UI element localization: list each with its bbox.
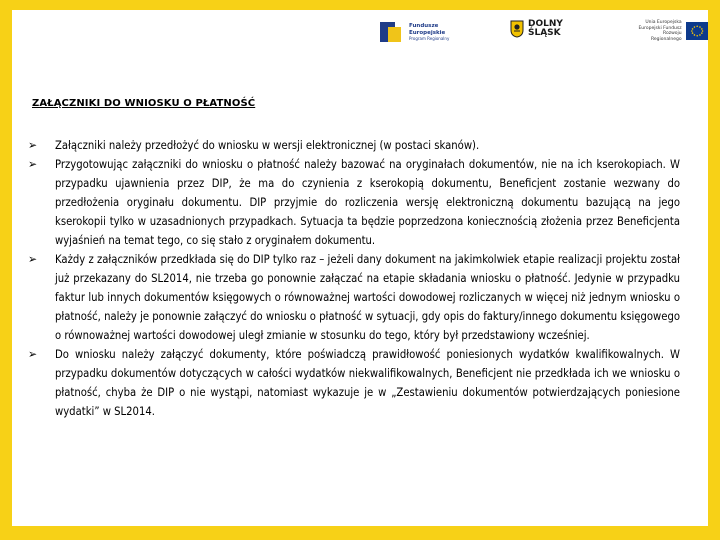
bullet-text: Przygotowując załączniki do wniosku o płatność należy bazować na oryginałach dokumentów, nie na ich kserokopiach. W przypadku ujawnienia przez DIP, że ma do czynienia z kserokopią dokumentu, Beneficjent zostanie wezwany do przedłożenia oryginału dokumentu. DIP przyjmie do rozliczenia wersję elektroniczną dokumentu bazującą na jego kserokopii tylko w uzasadnionych przypadkach. Sytuacja ta będzie poprzedzona koniecznością złożenia przez Beneficjenta wyjaśnień na temat tego, co się stało z oryginałem dokumentu. xyxy=(55,158,680,247)
page-title: ZAŁĄCZNIKI DO WNIOSKU O PŁATNOŚĆ xyxy=(32,98,256,109)
bullet-item xyxy=(28,136,680,155)
bullet-item xyxy=(28,345,680,421)
eu-flag-icon xyxy=(686,22,708,40)
fe-logo-line1: Fundusze xyxy=(409,23,439,29)
unia-europejska-logo xyxy=(638,20,708,42)
bullet-text: Załączniki należy przedłożyć do wniosku w wersji elektronicznej (w postaci skanów). xyxy=(55,139,480,152)
ue-logo-line2: Europejski Fundusz xyxy=(638,25,682,31)
ue-logo-line1: Unia Europejska xyxy=(645,20,682,25)
ue-logo-line3: Rozwoju Regionalnego xyxy=(650,31,682,42)
fe-logo-line3: Program Regionalny xyxy=(409,36,450,41)
bullet-text: Do wniosku należy załączyć dokumenty, które poświadczą prawidłowość poniesionych wydatków kwalifikowalnych. W przypadku dokumentów dotyczących w całości wydatków niekwalifikowalnych, Beneficjent nie przedkłada ich we wniosku o płatność, chyba że DIP o nie wystąpi, natomiast wykazuje je w „Zestawieniu dokumentów potwierdzających poniesione wydatki” w SL2014. xyxy=(55,348,680,418)
ds-logo-line2: ŚLĄSK xyxy=(528,28,561,38)
fundusze-europejskie-icon xyxy=(380,20,404,44)
arrow-bullet-icon: ➢ xyxy=(28,347,38,361)
fe-logo-line2: Europejskie xyxy=(409,29,446,36)
arrow-bullet-icon: ➢ xyxy=(28,157,38,171)
bullet-text: Każdy z załączników przedkłada się do DIP tylko raz – jeżeli dany dokument na jakimkolwiek etapie realizacji projektu został już przekazany do SL2014, nie trzeba go ponownie załączać na etapie składania wniosku o płatność. Jedynie w przypadku faktur lub innych dokumentów księgowych o równoważnej wartości dowodowej rozliczanych w więcej niż jednym wniosku o płatność, należy je ponownie załączyć do wniosku o płatność w sytuacji, gdy opis do faktury/innego dokumentu księgowego o równoważnej wartości dowodowej uległ zmianie w stosunku do tego, który był przedstawiony wcześniej. xyxy=(55,253,680,342)
dolny-slask-crest-icon xyxy=(510,20,524,38)
logo-bar xyxy=(12,10,708,66)
fundusze-europejskie-logo xyxy=(380,20,449,44)
ds-logo-line1: DOLNY xyxy=(528,19,563,29)
arrow-bullet-icon: ➢ xyxy=(28,138,38,152)
bullet-item xyxy=(28,250,680,345)
bullet-item xyxy=(28,155,680,250)
slide xyxy=(12,10,708,526)
bullet-list xyxy=(28,136,680,421)
arrow-bullet-icon: ➢ xyxy=(28,252,38,266)
dolny-slask-logo xyxy=(510,20,563,38)
